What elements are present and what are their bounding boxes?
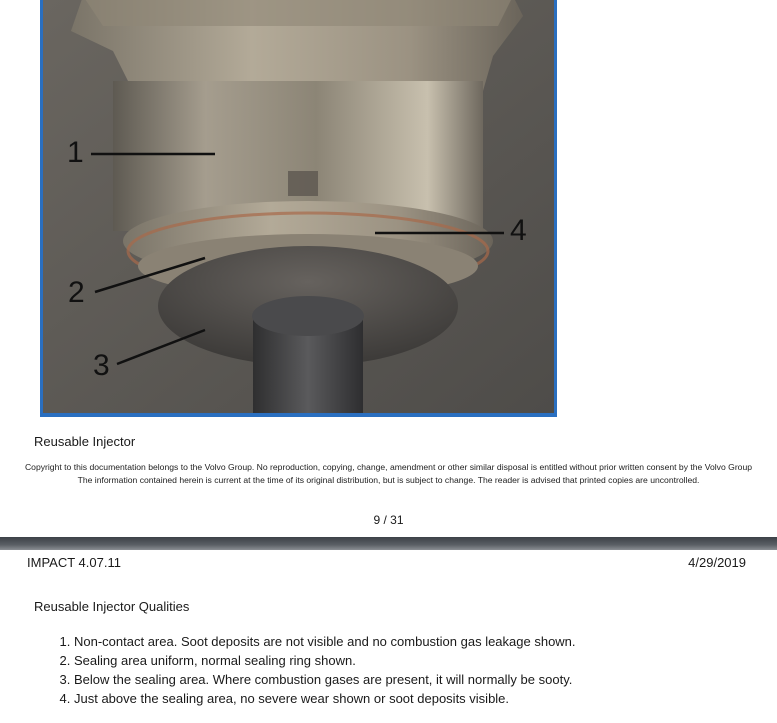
section-title: Reusable Injector Qualities — [34, 599, 190, 614]
qualities-list — [34, 632, 774, 708]
copyright-notice — [20, 461, 757, 487]
callout-4: 4 — [510, 214, 527, 247]
callout-3: 3 — [93, 349, 110, 382]
document-id: IMPACT 4.07.11 — [27, 555, 121, 570]
list-item: 2. Sealing area uniform, normal sealing ring shown. — [74, 651, 774, 670]
figure-caption: Reusable Injector — [34, 434, 136, 449]
document-page-10 — [0, 550, 777, 723]
document-date: 4/29/2019 — [688, 555, 746, 570]
page-divider — [0, 537, 777, 550]
page-number: 9 / 31 — [373, 513, 404, 527]
copyright-line-1: Copyright to this documentation belongs to the Volvo Group. No reproduction, copying, change, amendment or other similar disposal is entitled without prior written consent by the Volvo Group — [24, 462, 753, 472]
copyright-line-2: The information contained herein is current at the time of its original distribution, but is subject to change. The reader is advised that printed copies are uncontrolled. — [77, 475, 700, 485]
callout-1: 1 — [67, 136, 84, 169]
injector-illustration — [43, 0, 554, 413]
callout-2: 2 — [68, 276, 85, 309]
list-item: 4. Just above the sealing area, no severe wear shown or soot deposits visible. — [74, 689, 774, 708]
list-item: 1. Non-contact area. Soot deposits are not visible and no combustion gas leakage shown. — [74, 632, 774, 651]
list-item: 3. Below the sealing area. Where combustion gases are present, it will normally be sooty. — [74, 670, 774, 689]
injector-photo — [40, 0, 557, 417]
